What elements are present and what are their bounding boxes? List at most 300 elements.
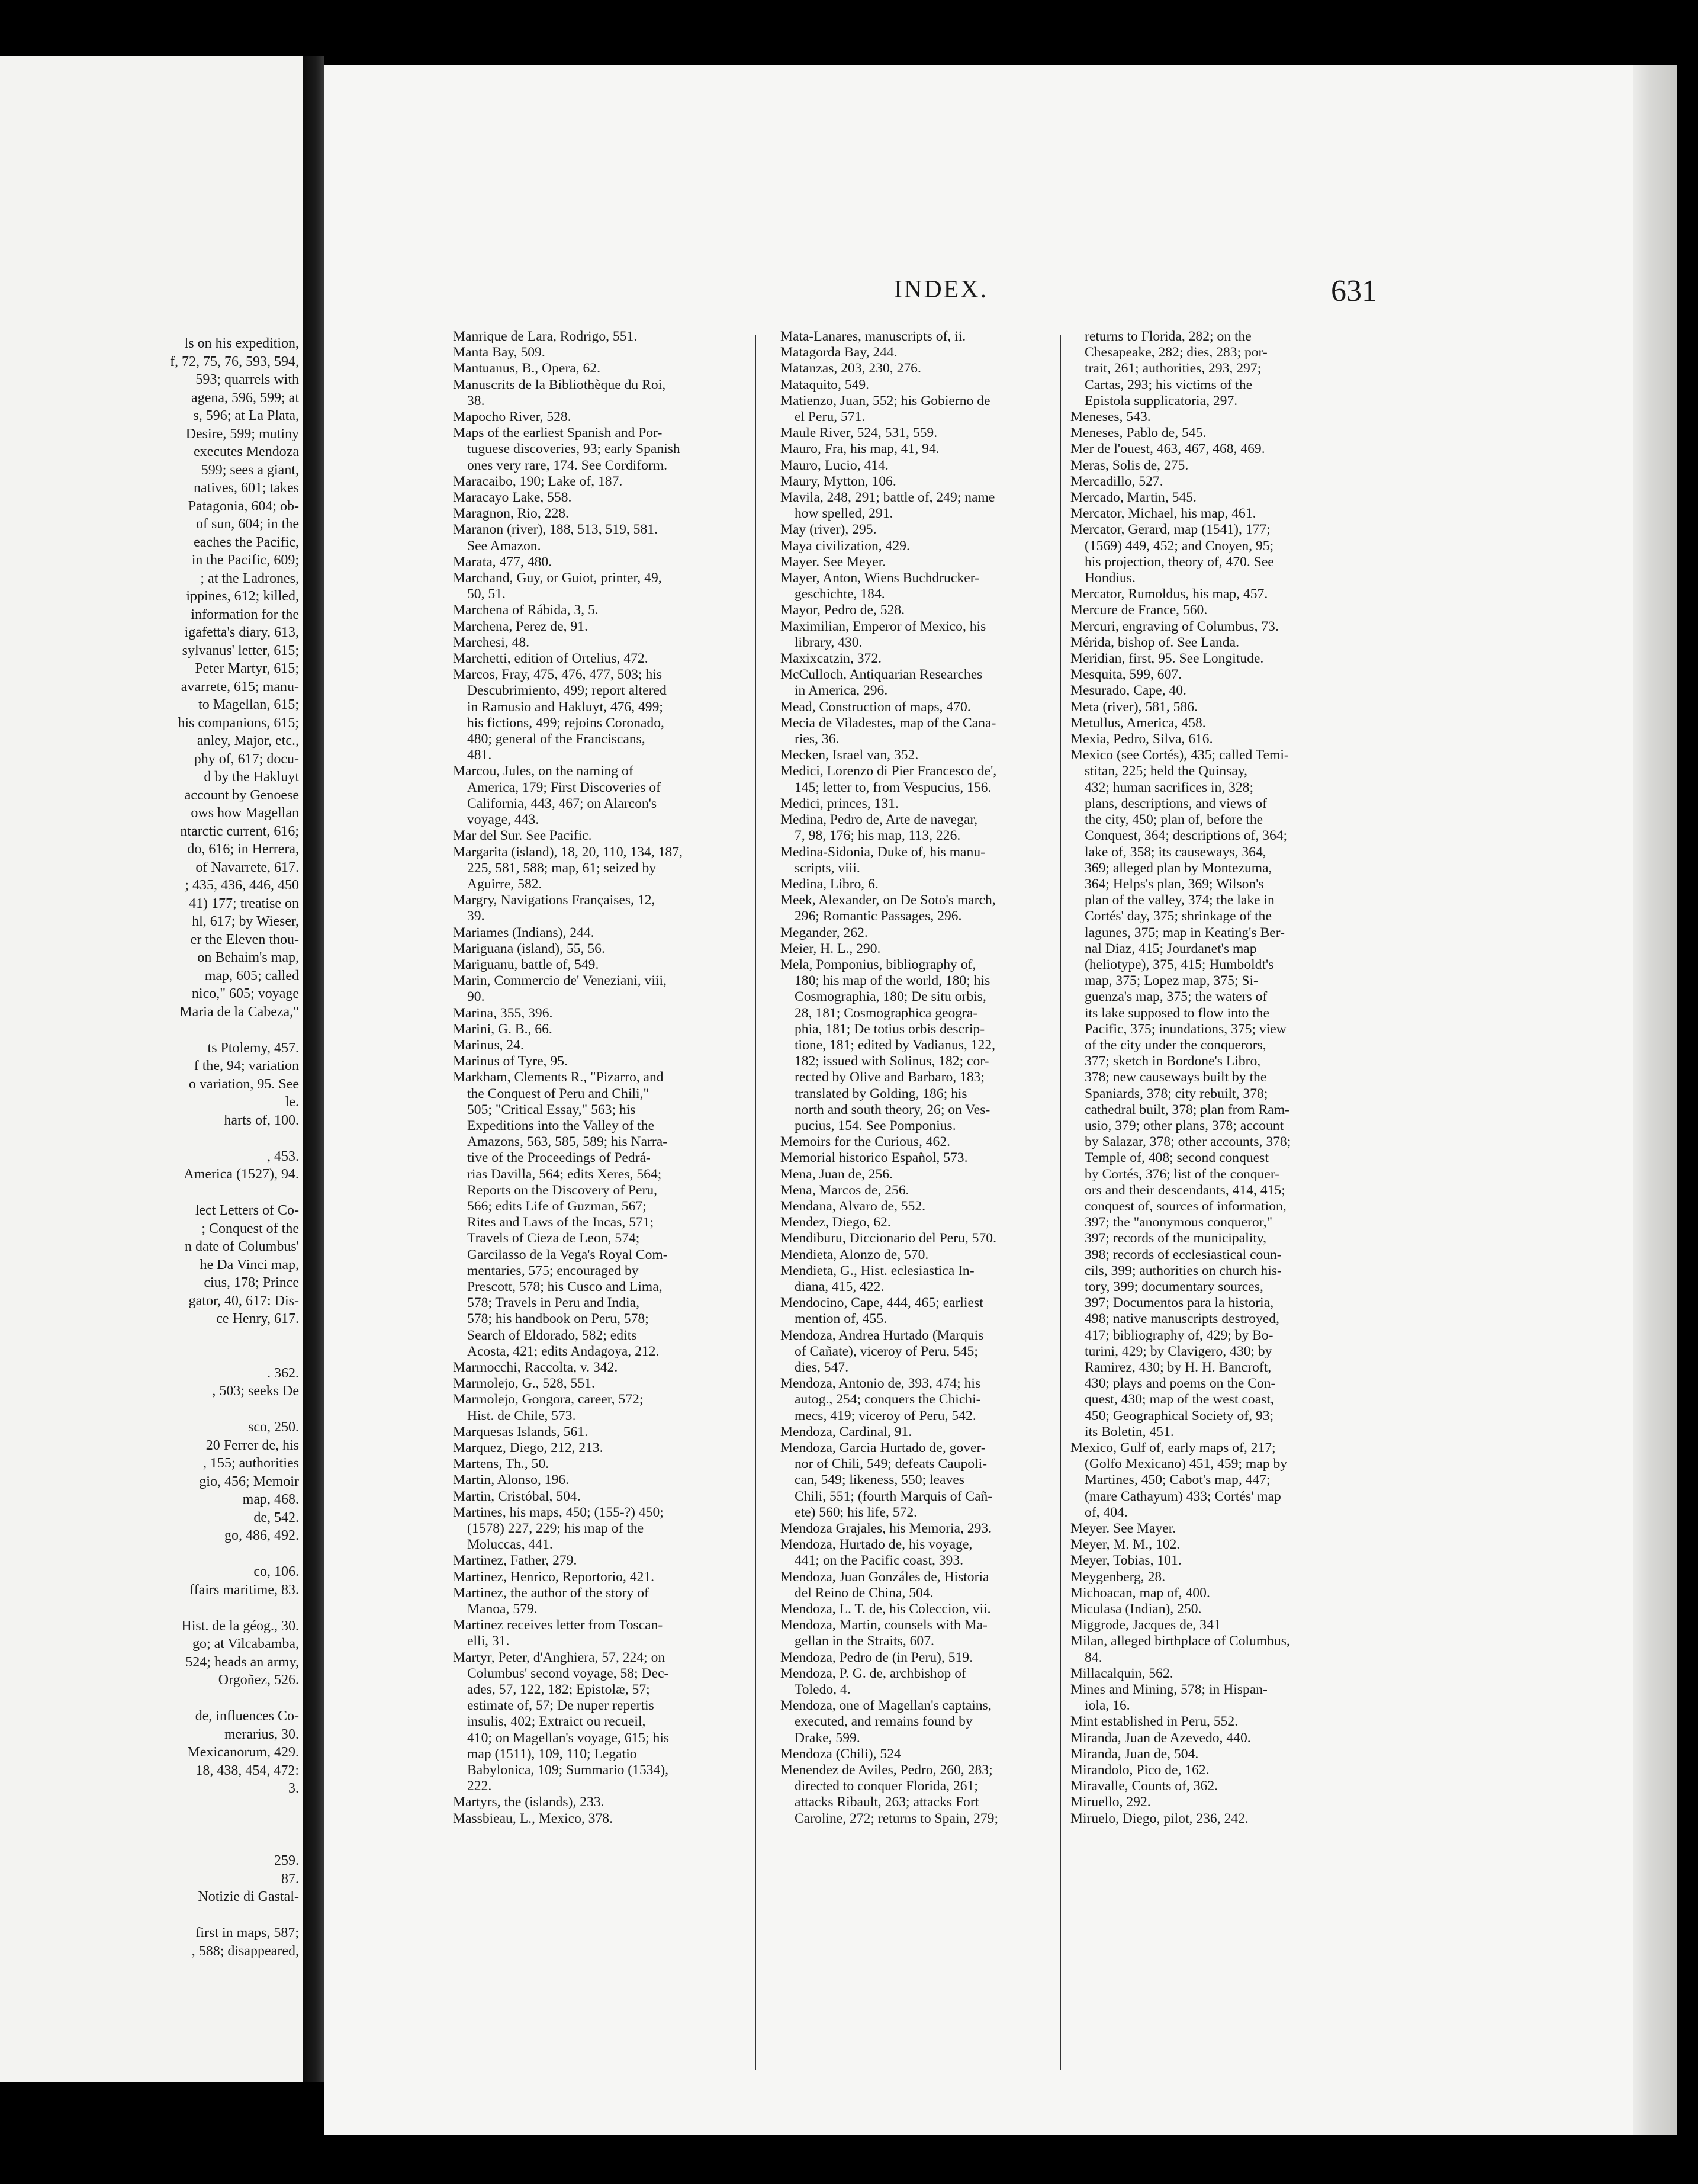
index-entry: Maracaibo, 190; Lake of, 187. [453,473,623,489]
index-entry: Marchena, Perez de, 91. [453,618,588,634]
index-entry: Mendieta, Alonzo de, 570. [780,1247,929,1263]
index-entry: Mendiburu, Diccionario del Peru, 570. [780,1231,996,1247]
index-entry-continuation: 7, 98, 176; his map, 113, 226. [795,828,961,844]
index-entry-continuation: (1578) 227, 229; his map of the [467,1521,644,1537]
left-page-line: 259. [274,1853,299,1868]
index-entry-continuation: 450; Geographical Society of, 93; [1085,1408,1274,1424]
index-entry: Meyer, Tobias, 101. [1070,1553,1182,1569]
index-entry-continuation: Expeditions into the Valley of the [467,1117,655,1133]
index-entry: Meyer. See Mayer. [1070,1521,1176,1537]
index-entry-continuation: conquest of, sources of information, [1085,1198,1287,1214]
index-entry: Mavila, 248, 291; battle of, 249; name [780,490,995,506]
index-entry-continuation: 481. [467,747,492,763]
index-entry-continuation: (mare Cathayum) 433; Cortés' map [1085,1488,1281,1504]
index-entry: Mena, Marcos de, 256. [780,1182,909,1198]
left-page-text [0,335,299,1960]
index-entry-continuation: of, 404. [1085,1504,1128,1520]
index-entry: Marchena of Rábida, 3, 5. [453,602,599,618]
left-page-line: ; Conquest of the [201,1221,299,1236]
index-entry-continuation: 39. [467,908,485,924]
left-page-line: 41) 177; treatise on [189,895,299,911]
index-entry: Marchand, Guy, or Guiot, printer, 49, [453,570,662,586]
left-page-line: ; 435, 436, 446, 450 [185,878,299,893]
index-entry: Maragnon, Rio, 228. [453,506,569,522]
index-entry: Maps of the earliest Spanish and Por- [453,425,663,441]
left-page-line [0,1599,299,1617]
left-page-line [0,1328,299,1347]
left-page-line: of sun, 604; in the [196,516,299,532]
index-entry: Meier, H. L., 290. [780,940,881,956]
index-entry: Menendez de Aviles, Pedro, 260, 283; [780,1762,993,1778]
index-entry: Miranda, Juan de, 504. [1070,1746,1199,1762]
left-page-line: America (1527), 94. [184,1167,299,1182]
index-entry: Mendoza, Hurtado de, his voyage, [780,1537,973,1553]
left-page-line: on Behaim's map, [197,950,299,965]
index-entry: Meras, Solis de, 275. [1070,457,1189,473]
left-page-line: Desire, 599; mutiny [185,426,299,442]
left-page-line: Notizie di Gastal- [198,1889,299,1904]
index-entry-continuation: 578; Travels in Peru and India, [467,1295,639,1311]
index-entry-continuation: nal Diaz, 415; Jourdanet's map [1085,940,1257,956]
index-entry: Megander, 262. [780,924,868,940]
book-gutter [303,56,324,2082]
index-entry-continuation: trait, 261; authorities, 293, 297; [1085,361,1262,377]
page-number: 631 [1331,274,1377,308]
left-page-line: 599; sees a giant, [201,462,299,478]
index-entry-continuation: his projection, theory of, 470. See [1085,554,1274,570]
index-entry: Marquesas Islands, 561. [453,1424,588,1440]
left-page-line [0,1129,299,1148]
index-entry: Marmolejo, Gongora, career, 572; [453,1392,644,1408]
index-entry-continuation: Temple of, 408; second conquest [1085,1150,1269,1166]
left-page-line: n date of Columbus' [185,1239,299,1254]
index-entry-continuation: voyage, 443. [467,812,539,828]
index-entry: Mauro, Lucio, 414. [780,457,889,473]
index-entry-continuation: Ramirez, 430; by H. H. Bancroft, [1085,1360,1272,1375]
index-entry: Marinus of Tyre, 95. [453,1054,568,1069]
index-entry-continuation: del Reino de China, 504. [795,1585,934,1601]
index-entry-continuation: 182; issued with Solinus, 182; cor- [795,1054,989,1069]
index-entry-continuation: Spaniards, 378; city rebuilt, 378; [1085,1085,1268,1101]
index-entry-continuation: the city, 450; plan of, before the [1085,812,1263,828]
index-entry-continuation: 417; bibliography of, 429; by Bo- [1085,1327,1274,1343]
left-page-line: co, 106. [253,1564,299,1579]
index-entry-continuation: el Peru, 571. [795,409,866,425]
index-entry: Meek, Alexander, on De Soto's march, [780,892,996,908]
left-page-line [0,1798,299,1816]
left-page-line: of Navarrete, 617. [195,859,299,875]
index-entry-continuation: Rites and Laws of the Incas, 571; [467,1215,654,1231]
index-entry: Michoacan, map of, 400. [1070,1585,1210,1601]
index-entry: Mapocho River, 528. [453,409,571,425]
left-page-line: Hist. de la géog., 30. [181,1618,299,1634]
index-entry-continuation: Descubrimiento, 499; report altered [467,683,667,699]
left-page-line: Mexicanorum, 429. [187,1745,299,1760]
left-page-line: , 588; disappeared, [191,1943,299,1959]
index-entry-continuation: Amazons, 563, 585, 589; his Narra- [467,1134,668,1150]
index-entry-continuation: 410; on Magellan's voyage, 615; his [467,1730,670,1746]
left-page-line: de, 542. [253,1509,299,1525]
index-entry-continuation: how spelled, 291. [795,506,893,522]
left-page-line [0,1834,299,1852]
column-divider [755,335,756,2070]
left-page-line: ; at the Ladrones, [200,570,299,586]
index-entry: Mendoza, Garcia Hurtado de, gover- [780,1440,986,1456]
index-entry-continuation: Manoa, 579. [467,1601,538,1617]
index-entry: Miranda, Juan de Azevedo, 440. [1070,1730,1251,1746]
index-entry-continuation: plans, descriptions, and views of [1085,795,1267,811]
index-entry-continuation: 145; letter to, from Vespucius, 156. [795,779,992,795]
index-entry: Miculasa (Indian), 250. [1070,1601,1202,1617]
index-entry-continuation: the Conquest of Peru and Chili," [467,1085,649,1101]
index-entry: Mendoza Grajales, his Memoria, 293. [780,1521,992,1537]
index-entry-continuation: Reports on the Discovery of Peru, [467,1182,658,1198]
left-page-line: d by the Hakluyt [204,769,299,785]
left-page-line: lect Letters of Co- [195,1203,299,1218]
index-entry: Mead, Construction of maps, 470. [780,699,971,715]
index-entry-continuation: library, 430. [795,634,863,650]
index-entry-continuation: 498; native manuscripts destroyed, [1085,1311,1279,1327]
left-page-line [0,1690,299,1708]
index-entry: Marinus, 24. [453,1037,524,1053]
index-entry-continuation: his fictions, 499; rejoins Coronado, [467,715,664,731]
index-entry: Maranon (river), 188, 513, 519, 581. [453,522,658,538]
index-entry-continuation: in Ramusio and Hakluyt, 476, 499; [467,699,663,715]
index-entry: Manuscrits de la Bibliothèque du Roi, [453,377,666,393]
left-page-line: Peter Martyr, 615; [195,661,299,676]
index-entry-continuation: cils, 399; authorities on church his- [1085,1263,1282,1279]
index-entry-continuation: Acosta, 421; edits Andagoya, 212. [467,1343,660,1359]
left-page-line: 524; heads an army, [185,1654,299,1670]
index-entry: Mar del Sur. See Pacific. [453,828,592,844]
index-entry: Milan, alleged birthplace of Columbus, [1070,1633,1290,1649]
index-entry: Manta Bay, 509. [453,345,545,361]
index-entry-continuation: (heliotype), 375, 415; Humboldt's [1085,956,1274,972]
index-entry: Miruelo, Diego, pilot, 236, 242. [1070,1810,1249,1826]
left-page-line: ts Ptolemy, 457. [207,1040,299,1056]
index-entry-continuation: Martines, 450; Cabot's map, 447; [1085,1472,1271,1488]
index-entry: Martinez, the author of the story of [453,1585,649,1601]
index-entry: Marchetti, edition of Ortelius, 472. [453,651,648,667]
index-entry-continuation: rected by Olive and Barbaro, 183; [795,1069,985,1085]
index-entry: Martin, Alonso, 196. [453,1472,569,1488]
left-page-line: de, influences Co- [195,1708,299,1724]
index-entry-continuation: Hist. de Chile, 573. [467,1408,576,1424]
left-page-line: 593; quarrels with [195,372,299,387]
left-page-line [0,1816,299,1834]
index-entry-continuation: See Amazon. [467,538,541,554]
index-entry: Mercator, Gerard, map (1541), 177; [1070,522,1271,538]
index-entry-continuation: 378; new causeways built by the [1085,1069,1267,1085]
index-entry-continuation: in America, 296. [795,683,888,699]
index-entry-continuation: Chili, 551; (fourth Marquis of Cañ- [795,1488,993,1504]
index-entry: Mesquita, 599, 607. [1070,667,1182,683]
index-entry: Metullus, America, 458. [1070,715,1206,731]
index-entry-continuation: 364; Helps's plan, 369; Wilson's [1085,876,1264,892]
left-page-line: gator, 40, 617: Dis- [188,1293,299,1309]
index-entry: Mendoza, P. G. de, archbishop of [780,1665,966,1681]
index-entry: Mesurado, Cape, 40. [1070,683,1186,699]
index-entry: Marcou, Jules, on the naming of [453,763,633,779]
index-column-3 [1070,329,1391,1827]
index-entry-continuation: insulis, 402; Extraict ou recueil, [467,1714,646,1730]
index-entry-continuation: autog., 254; conquers the Chichi- [795,1392,981,1408]
index-entry: Manrique de Lara, Rodrigo, 551. [453,329,638,344]
index-entry-continuation: ades, 57, 122, 182; Epistolæ, 57; [467,1682,650,1698]
index-entry-continuation: by Cortés, 376; list of the conquer- [1085,1166,1280,1182]
index-entry: Miravalle, Counts of, 362. [1070,1778,1218,1794]
index-entry: Martyrs, the (islands), 233. [453,1794,604,1810]
left-page-line: o variation, 95. See [189,1076,299,1092]
left-page-line [0,1346,299,1364]
index-entry: Meta (river), 581, 586. [1070,699,1198,715]
index-entry: Martyr, Peter, d'Anghiera, 57, 224; on [453,1649,665,1665]
left-page-line: gio, 456; Memoir [199,1473,299,1489]
index-entry-continuation: 566; edits Life of Guzman, 567; [467,1198,647,1214]
index-entry: Massbieau, L., Mexico, 378. [453,1810,613,1826]
index-entry-continuation: iola, 16. [1085,1698,1130,1714]
index-entry-continuation: translated by Golding, 186; his [795,1085,967,1101]
index-entry: Marmocchi, Raccolta, v. 342. [453,1360,618,1375]
index-entry-continuation: 90. [467,989,485,1005]
left-page-line: go; at Vilcabamba, [192,1636,299,1652]
index-entry: Mariames (Indians), 244. [453,924,594,940]
index-entry-continuation: 222. [467,1778,492,1794]
left-page-line: to Magellan, 615; [198,697,299,712]
index-entry-continuation: gellan in the Straits, 607. [795,1633,934,1649]
left-page-line: 3. [288,1781,299,1796]
index-entry-continuation: tive of the Proceedings of Pedrá- [467,1150,651,1166]
index-entry-continuation: lagunes, 375; map in Keating's Ber- [1085,924,1285,940]
index-entry: Mataquito, 549. [780,377,870,393]
index-entry: Marchesi, 48. [453,634,530,650]
left-page-line: his companions, 615; [178,715,299,731]
index-entry: Mendana, Alvaro de, 552. [780,1198,926,1214]
index-entry: Mendoza, Andrea Hurtado (Marquis [780,1327,984,1343]
index-entry-continuation: 480; general of the Franciscans, [467,731,645,747]
index-entry-continuation: 38. [467,393,485,409]
index-entry: Meygenberg, 28. [1070,1569,1166,1585]
index-entry: Mecken, Israel van, 352. [780,747,919,763]
index-entry-continuation: mentaries, 575; encouraged by [467,1263,639,1279]
index-entry-continuation: directed to conquer Florida, 261; [795,1778,978,1794]
index-entry: Mercator, Michael, his map, 461. [1070,506,1256,522]
index-entry: Memorial historico Español, 573. [780,1150,968,1166]
index-entry: Mer de l'ouest, 463, 467, 468, 469. [1070,441,1265,457]
left-page-line: anley, Major, etc., [197,733,299,749]
left-page-line: avarrete, 615; manu- [181,679,299,695]
index-entry: Matagorda Bay, 244. [780,345,898,361]
right-page [324,65,1677,2135]
index-entry-continuation: 397; the "anonymous conqueror," [1085,1215,1273,1231]
left-page-line: sylvanus' letter, 615; [182,643,299,659]
left-page-line: . 362. [267,1365,299,1381]
index-entry: Mérida, bishop of. See Landa. [1070,634,1240,650]
index-entry: Maxixcatzin, 372. [780,651,882,667]
left-page-line: Maria de la Cabeza," [179,1004,299,1020]
index-entry-continuation: Pacific, 375; inundations, 375; view [1085,1021,1287,1037]
index-entry: Matienzo, Juan, 552; his Gobierno de [780,393,990,409]
index-column-1 [453,329,776,1827]
index-entry-continuation: 578; his handbook on Peru, 578; [467,1311,649,1327]
index-entry: Meyer, M. M., 102. [1070,1537,1181,1553]
index-entry-continuation: cathedral built, 378; plan from Ram- [1085,1101,1289,1117]
index-entry: Mercure de France, 560. [1070,602,1208,618]
index-entry-continuation: map (1511), 109, 110; Legatio [467,1746,637,1762]
index-entry: May (river), 295. [780,522,877,538]
index-entry: Medici, princes, 131. [780,795,899,811]
index-entry: Marmolejo, G., 528, 551. [453,1376,595,1392]
index-entry-continuation: tuguese discoveries, 93; early Spanish [467,441,680,457]
index-entry: Mendoza, Cardinal, 91. [780,1424,912,1440]
index-entry-continuation: scripts, viii. [795,860,860,876]
index-entry-continuation: California, 443, 467; on Alarcon's [467,795,657,811]
index-entry: Millacalquin, 562. [1070,1665,1173,1681]
index-entry-continuation: 397; records of the municipality, [1085,1231,1267,1247]
left-page-line: do, 616; in Herrera, [187,842,299,857]
left-page-line: 20 Ferrer de, his [205,1437,299,1453]
index-entry: Maximilian, Emperor of Mexico, his [780,618,986,634]
left-page-line: cius, 178; Prince [204,1275,299,1290]
index-entry: Mendoza, Pedro de (in Peru), 519. [780,1649,973,1665]
index-entry-continuation: rias Davilla, 564; edits Xeres, 564; [467,1166,662,1182]
index-entry-continuation: of Cañate), viceroy of Peru, 545; [795,1343,978,1359]
index-entry: Martines, his maps, 450; (155-?) 450; [453,1504,664,1520]
index-entry: Mariguana (island), 55, 56. [453,940,605,956]
left-page-line: phy of, 617; docu- [194,751,299,767]
index-entry-continuation: Moluccas, 441. [467,1537,553,1553]
index-entry: Marquez, Diego, 212, 213. [453,1440,603,1456]
index-entry: Mexia, Pedro, Silva, 616. [1070,731,1213,747]
index-entry-continuation: (Golfo Mexicano) 451, 459; map by [1085,1456,1288,1472]
index-entry: Mecia de Viladestes, map of the Cana- [780,715,996,731]
left-page-line [0,1184,299,1202]
left-page-line: f, 72, 75, 76, 593, 594, [170,354,299,370]
index-entry-continuation: ete) 560; his life, 572. [795,1504,918,1520]
left-page-line [0,1401,299,1419]
index-entry: Martens, Th., 50. [453,1456,549,1472]
index-entry: Mendoza, Antonio de, 393, 474; his [780,1376,981,1392]
index-entry: Memoirs for the Curious, 462. [780,1134,951,1150]
index-entry-continuation: of the city under the conquerors, [1085,1037,1266,1053]
left-page-line: ffairs maritime, 83. [189,1582,299,1598]
index-entry-continuation: 225, 581, 588; map, 61; seized by [467,860,657,876]
index-entry: Mariguanu, battle of, 549. [453,956,599,972]
index-entry: Marata, 477, 480. [453,554,552,570]
index-entry: Matanzas, 203, 230, 276. [780,361,921,377]
index-entry-continuation: ones very rare, 174. See Cordiform. [467,457,668,473]
index-entry-continuation: quest, 430; map of the west coast, [1085,1392,1274,1408]
index-entry-continuation: Caroline, 272; returns to Spain, 279; [795,1810,999,1826]
left-page-line: executes Mendoza [194,444,299,460]
index-entry: Medici, Lorenzo di Pier Francesco de', [780,763,997,779]
index-entry: Mirandolo, Pico de, 162. [1070,1762,1210,1778]
index-entry: Maracayo Lake, 558. [453,490,572,506]
index-entry-continuation: 505; "Critical Essay," 563; his [467,1101,636,1117]
index-entry-continuation: Cortés' day, 375; shrinkage of the [1085,908,1272,924]
left-page-line: agena, 596, 599; at [191,390,299,406]
index-entry-continuation: mention of, 455. [795,1311,887,1327]
index-entry: Mendoza, L. T. de, his Coleccion, vii. [780,1601,991,1617]
left-page-line [0,1906,299,1925]
index-entry-continuation: Cartas, 293; his victims of the [1085,377,1253,393]
left-page-line: ls on his expedition, [184,336,299,351]
column-divider [1060,335,1061,2070]
left-page-line: hl, 617; by Wieser, [192,914,299,929]
index-entry: Mercator, Rumoldus, his map, 457. [1070,586,1268,602]
index-entry-continuation: usio, 379; other plans, 378; account [1085,1117,1284,1133]
index-entry: Markham, Clements R., "Pizarro, and [453,1069,664,1085]
index-entry-continuation: dies, 547. [795,1360,849,1375]
index-entry-continuation: plan of the valley, 374; the lake in [1085,892,1275,908]
left-page-line: , 503; seeks De [212,1383,299,1399]
left-page-line: ce Henry, 617. [216,1311,299,1327]
left-page-line: information for the [191,606,299,622]
index-entry: Mexico, Gulf of, early maps of, 217; [1070,1440,1276,1456]
index-entry-continuation: diana, 415, 422. [795,1279,885,1295]
left-page-line: he Da Vinci map, [200,1257,299,1273]
index-entry-continuation: guenza's map, 375; the waters of [1085,989,1268,1005]
index-entry: Martin, Cristóbal, 504. [453,1488,581,1504]
left-page-line: , 155; authorities [203,1456,299,1471]
left-page-line [0,1021,299,1039]
index-entry-continuation: stitan, 225; held the Quinsay, [1085,763,1248,779]
index-entry: Medina-Sidonia, Duke of, his manu- [780,844,985,860]
index-entry-continuation: its Boletin, 451. [1085,1424,1174,1440]
index-entry: Medina, Pedro de, Arte de navegar, [780,812,978,828]
index-entry-continuation: Hondius. [1085,570,1136,586]
index-entry: Mendez, Diego, 62. [780,1215,891,1231]
index-entry-continuation: Aguirre, 582. [467,876,542,892]
index-entry: Mercado, Martin, 545. [1070,490,1197,506]
index-entry-continuation: tione, 181; edited by Vadianus, 122, [795,1037,996,1053]
index-entry: Mantuanus, B., Opera, 62. [453,361,601,377]
index-entry-continuation: Conquest, 364; descriptions of, 364; [1085,828,1288,844]
index-entry: Marin, Commercio de' Veneziani, viii, [453,973,667,989]
page-edge [1633,65,1677,2135]
index-entry-continuation: north and south theory, 26; on Ves- [795,1101,990,1117]
index-entry-continuation: 397; Documentos para la historia, [1085,1295,1274,1311]
index-entry: Mendoza, Martin, counsels with Ma- [780,1617,988,1633]
index-entry-continuation: 398; records of ecclesiastical coun- [1085,1247,1282,1263]
index-entry: Mela, Pomponius, bibliography of, [780,956,976,972]
left-page-line: eaches the Pacific, [194,534,299,550]
left-page-line: igafetta's diary, 613, [184,625,299,640]
index-entry-continuation: Prescott, 578; his Cusco and Lima, [467,1279,663,1295]
left-page-line: f the, 94; variation [194,1058,299,1074]
index-entry-continuation: 430; plays and poems on the Con- [1085,1376,1276,1392]
left-page-line: s, 596; at La Plata, [193,408,299,423]
left-page-line: harts of, 100. [224,1112,299,1128]
index-entry: Mendocino, Cape, 444, 465; earliest [780,1295,983,1311]
index-entry: Mercuri, engraving of Columbus, 73. [1070,618,1279,634]
left-page-line: in the Pacific, 609; [191,553,299,568]
index-entry: Mendoza, Juan Gonzáles de, Historia [780,1569,989,1585]
index-entry: Mercadillo, 527. [1070,473,1163,489]
index-entry-continuation: ries, 36. [795,731,840,747]
index-entry: Marcos, Fray, 475, 476, 477, 503; his [453,667,663,683]
index-entry-continuation: returns to Florida, 282; on the [1085,329,1252,344]
index-entry-continuation: turini, 429; by Clavigero, 430; by [1085,1343,1272,1359]
index-entry-continuation: attacks Ribault, 263; attacks Fort [795,1794,979,1810]
index-entry-continuation: ors and their descendants, 414, 415; [1085,1182,1285,1198]
left-page-line: nico," 605; voyage [191,986,299,1001]
index-entry-continuation: 296; Romantic Passages, 296. [795,908,962,924]
left-page [0,56,303,2082]
left-page-line: sco, 250. [248,1419,299,1435]
index-entry-continuation: mecs, 419; viceroy of Peru, 542. [795,1408,976,1424]
index-entry-continuation: 84. [1085,1649,1102,1665]
